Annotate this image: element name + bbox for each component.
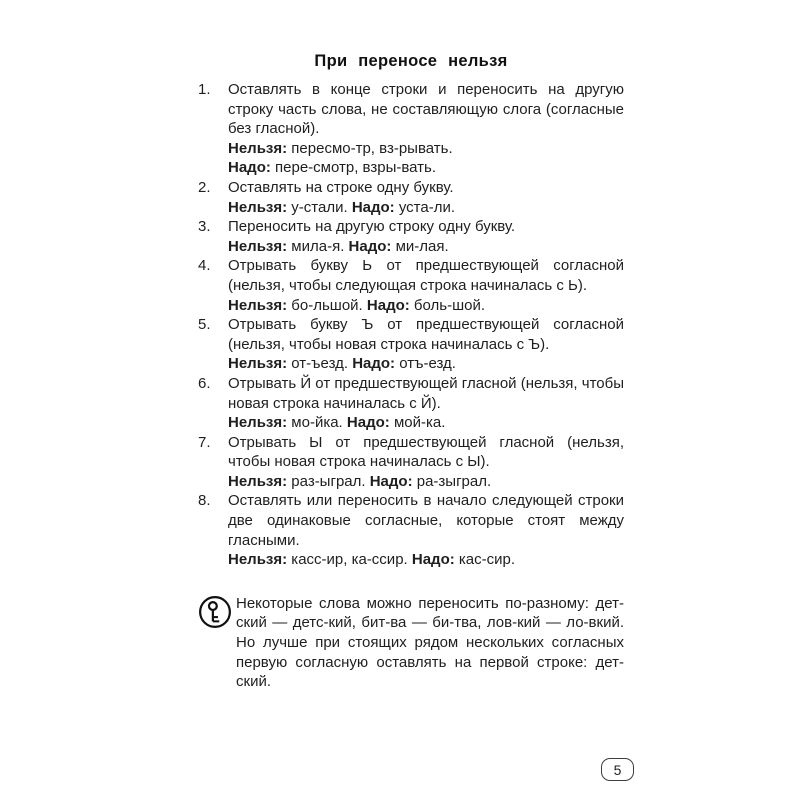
rule-line: Нельзя: пересмо-тр, вз-рывать. [228, 139, 453, 157]
page-title: При переносе нельзя [314, 52, 508, 70]
rule-line: Оставлять на строке одну букву. [228, 178, 454, 196]
rule-item [198, 374, 624, 433]
key-icon [198, 594, 236, 692]
rule-number: 7. [198, 433, 211, 451]
page-number: 5 [613, 761, 622, 778]
rule-line: Нельзя: мо-йка. Надо: мой-ка. [228, 414, 446, 432]
rule-item [198, 80, 624, 178]
rule-item [198, 491, 624, 569]
rule-line: Отрывать Ы от предшествующей гласной (нельзя, чтобы новая строка начиналась с Ы). [228, 433, 624, 471]
rule-line: Оставлять в конце строки и переносить на другую строку часть слова, не составляющую слога (согласные без гласной). [228, 81, 624, 138]
rule-body [228, 80, 624, 178]
rule-line: Нельзя: касс-ир, ка-ссир. Надо: кас-сир. [228, 551, 516, 569]
rule-line: Нельзя: у-стали. Надо: уста-ли. [228, 198, 456, 216]
note-text: Некоторые слова можно переносить по-разному: дет-ский — детс-кий, бит-ва — би-тва, лов-кий — ло-вкий. Но лучше при стоящих рядом нескольких согласных первую согласную оставлять на первой строке: дет-ский. [236, 594, 624, 691]
rule-number: 8. [198, 492, 211, 510]
rule-body [228, 374, 624, 433]
rule-body [228, 433, 624, 492]
note-block [198, 594, 624, 692]
rule-line: Отрывать букву Ь от предшествующей согласной (нельзя, чтобы следующая строка начиналась с Ь). [228, 257, 624, 294]
rule-line: Нельзя: раз-ыграл. Надо: ра-зыграл. [228, 472, 492, 490]
rule-number: 2. [198, 178, 211, 196]
rule-number: 3. [198, 218, 211, 236]
rule-number: 4. [198, 257, 211, 275]
rule-line: Переносить на другую строку одну букву. [228, 218, 516, 236]
rule-item [198, 256, 624, 315]
page-content [198, 52, 624, 692]
rule-item [198, 178, 624, 217]
rule-item [198, 315, 624, 374]
rules-list [198, 80, 624, 570]
rule-body [228, 315, 624, 374]
rule-number: 5. [198, 316, 211, 334]
rule-body [228, 217, 624, 256]
rule-line: Нельзя: от-ъезд. Надо: отъ-езд. [228, 355, 456, 373]
rule-body [228, 178, 624, 217]
rule-body [228, 256, 624, 315]
rule-number: 1. [198, 81, 211, 98]
rule-item [198, 433, 624, 492]
rule-body [228, 491, 624, 569]
rule-line: Отрывать Й от предшествующей гласной (нельзя, чтобы новая строка начиналась с Й). [228, 374, 624, 412]
rule-number: 6. [198, 374, 211, 392]
rule-line: Оставлять или переносить в начало следующей строки две одинаковые согласные, которые стоят между гласными. [228, 492, 624, 549]
rule-line: Нельзя: мила-я. Надо: ми-лая. [228, 237, 449, 255]
rule-line: Нельзя: бо-льшой. Надо: боль-шой. [228, 296, 486, 314]
rule-line: Надо: пере-смотр, взры-вать. [228, 159, 437, 177]
rule-line: Отрывать букву Ъ от предшествующей согласной (нельзя, чтобы новая строка начиналась с Ъ). [228, 316, 624, 353]
rule-item [198, 217, 624, 256]
page-number-badge [601, 758, 634, 781]
